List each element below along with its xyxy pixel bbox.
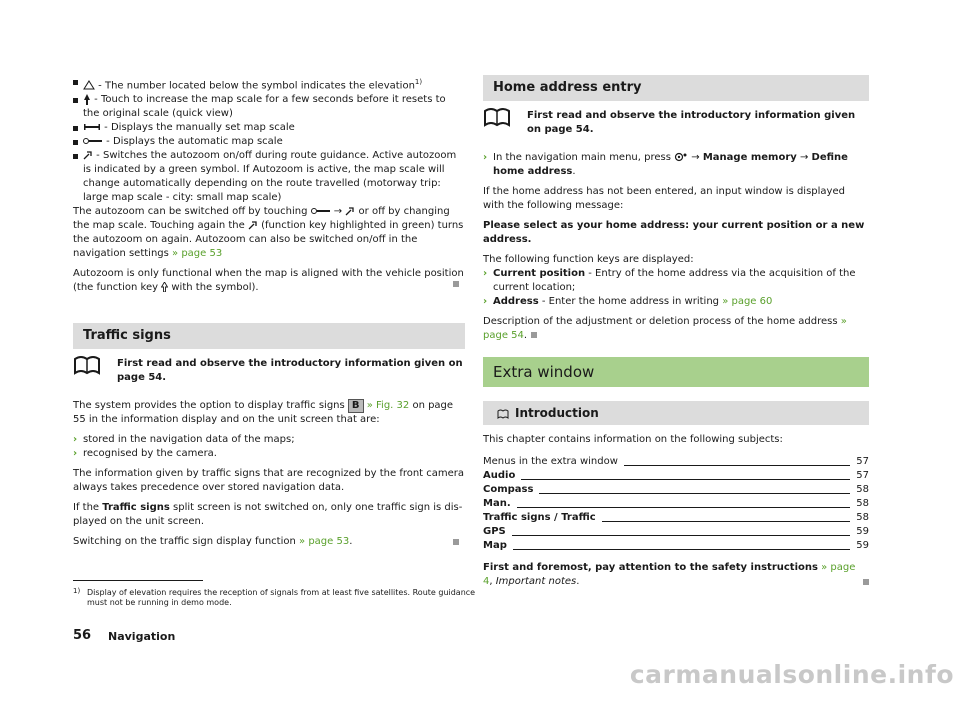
left-column	[73, 75, 465, 555]
list-item: - Displays the automatic map scale	[73, 135, 465, 149]
notice-box: First read and observe the introductory information given on page 54.	[73, 357, 465, 385]
instruction-step: › In the navigation main menu, press → Manage memory → Define home address.	[483, 152, 848, 177]
page-link[interactable]: » page 4	[483, 562, 856, 587]
section-end-mark	[863, 579, 869, 585]
paragraph: The information given by traffic signs that are recognized by the front camera always takes precedence over stored navigation data.	[73, 468, 465, 494]
footnote: 1) Display of elevation requires the reception of signals from at least five satellites. Route guidance must not be running in demo mode.	[73, 587, 476, 607]
paragraph: Description of the adjustment or deletion process of the home address » page 54.	[483, 316, 847, 341]
figure-label-b: B	[348, 399, 364, 413]
chapter-heading-extra-window: Extra window	[483, 357, 869, 387]
list-item: › Address - Enter the home address in writing » page 60	[483, 296, 773, 307]
traffic-source-list	[73, 433, 465, 461]
manual-scale-icon	[83, 123, 101, 131]
book-icon	[73, 355, 101, 375]
page-link[interactable]: » page 54	[483, 316, 847, 341]
autozoom-functional-paragraph: Autozoom is only functional when the map is aligned with the vehicle position (the function key with the symbol).	[73, 268, 464, 294]
footnote-rule	[73, 580, 203, 581]
paragraph: The following function keys are displayed:	[483, 254, 694, 265]
list-item: › recognised by the camera.	[73, 448, 217, 460]
page-number: 56	[73, 628, 92, 643]
paragraph: If the Traffic signs split screen is not switched on, only one traffic sign is displayed on the unit screen.	[73, 502, 463, 528]
quick-view-icon	[83, 94, 91, 105]
page-section-title: Navigation	[108, 630, 176, 643]
watermark: carmanualsonline.info	[629, 660, 954, 689]
settings-icon	[674, 152, 688, 162]
list-item: › Current position - Entry of the home address via the acquisition of the current location;	[483, 268, 856, 293]
toc-entry[interactable]: Audio 57	[483, 470, 869, 481]
notice-box: First read and observe the introductory information given on page 54.	[483, 109, 869, 137]
paragraph: Switching on the traffic sign display function » page 53.	[73, 535, 465, 549]
auto-scale-icon	[311, 207, 331, 215]
page-link[interactable]: » page 53	[299, 536, 350, 548]
book-icon	[483, 107, 511, 127]
list-item: - Switches the autozoom on/off during route guidance. Active autozoom is indicated by a green symbol. If Autozoom is active, the map scale will change automatically depending on the route travelled (motorway trip: large map scale - city: small map scale)	[73, 149, 465, 205]
function-key-list	[483, 267, 869, 309]
autozoom-icon	[248, 220, 258, 230]
elevation-icon	[83, 80, 95, 90]
section-end-mark	[531, 332, 537, 338]
paragraph: This chapter contains information on the following subjects:	[483, 434, 783, 445]
figure-link[interactable]: » Fig. 32	[363, 400, 410, 412]
toc-entry[interactable]: Traffic signs / Traffic 58	[483, 512, 869, 523]
section-end-mark	[453, 281, 459, 287]
toc-entry[interactable]: GPS 59	[483, 526, 869, 537]
section-end-mark	[453, 539, 459, 545]
list-item: - Touch to increase the map scale for a few seconds before it resets to the original scale (quick view)	[73, 93, 465, 121]
book-icon	[497, 409, 509, 419]
message-text: Please select as your home address: your current position or a new address.	[483, 220, 865, 245]
toc-entry[interactable]: Man. 58	[483, 498, 869, 509]
map-symbol-list	[73, 75, 465, 205]
page-link[interactable]: » page 60	[722, 296, 773, 307]
list-item: - Displays the manually set map scale	[73, 121, 465, 135]
list-item: - The number located below the symbol indicates the elevation$^{1)}$	[73, 75, 465, 93]
paragraph: If the home address has not been entered, an input window is displayed with the following message:	[483, 186, 845, 211]
autozoom-icon	[345, 206, 355, 216]
toc-entry[interactable]: Menus in the extra window 57	[483, 456, 869, 467]
toc-entry[interactable]: Map 59	[483, 540, 869, 551]
autozoom-paragraph: The autozoom can be switched off by touching → or off by changing the map scale. Touching again the (function key highlighted in green) turns the autozoom on again. Autozoom can also be switched on/off in the navigation settings » page 53	[73, 206, 464, 260]
auto-scale-icon	[83, 137, 103, 145]
autozoom-icon	[83, 150, 93, 160]
right-column	[483, 75, 869, 595]
safety-note: First and foremost, pay attention to the safety instructions » page 4, Important notes.	[483, 561, 869, 589]
section-heading-introduction: Introduction	[483, 401, 869, 425]
section-heading-traffic-signs: Traffic signs	[73, 323, 465, 349]
list-item: › stored in the navigation data of the maps;	[73, 434, 295, 446]
table-of-contents	[483, 455, 869, 553]
toc-entry[interactable]: Compass 58	[483, 484, 869, 495]
section-heading-home-address: Home address entry	[483, 75, 869, 101]
page-link[interactable]: » page 53	[172, 248, 223, 260]
traffic-intro-paragraph: The system provides the option to display traffic signs B » Fig. 32 on page 55 in the information display and on the unit screen that are:	[73, 400, 454, 426]
